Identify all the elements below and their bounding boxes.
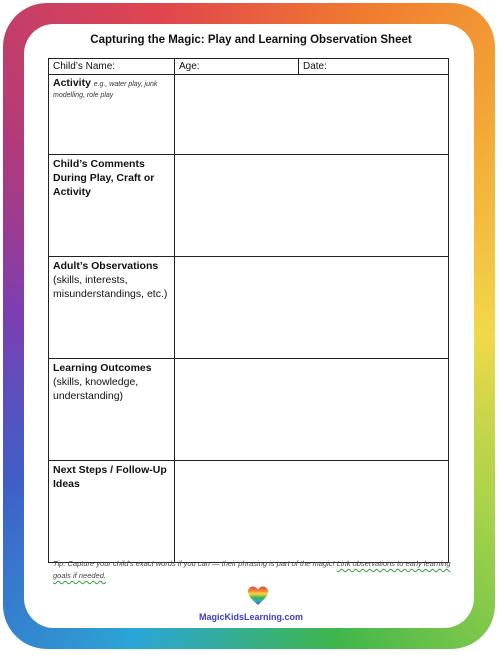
comments-label: Child’s Comments During Play, Craft or Activity	[53, 158, 155, 198]
next-steps-entry[interactable]	[175, 461, 449, 563]
activity-label-cell	[49, 75, 175, 155]
adult-observations-label: Adult’s Observations	[53, 260, 159, 272]
adult-label-cell	[49, 257, 175, 359]
childs-name-field[interactable]: Child’s Name:	[49, 59, 175, 75]
learning-outcomes-label: Learning Outcomes	[53, 362, 152, 374]
learning-outcomes-entry[interactable]	[175, 359, 449, 461]
next-steps-row	[49, 461, 449, 563]
rainbow-heart-icon	[246, 584, 270, 608]
activity-entry[interactable]	[175, 75, 449, 155]
comments-entry[interactable]	[175, 155, 449, 257]
activity-row	[49, 75, 449, 155]
activity-label: Activity	[53, 77, 91, 89]
outcomes-label-cell	[49, 359, 175, 461]
page-title: Capturing the Magic: Play and Learning Observation Sheet	[90, 34, 412, 46]
adult-observations-sub: (skills, interests, misunderstandings, etc.)	[53, 274, 168, 300]
tip-part-1: Tip: Capture your child’s exact words if you can — their phrasing is part of the magic!	[53, 559, 337, 568]
header-row	[49, 59, 449, 75]
comments-row	[49, 155, 449, 257]
comments-label-cell	[49, 155, 175, 257]
next-steps-label: Next Steps / Follow-Up Ideas	[53, 464, 167, 490]
tip-part-2: Link observations to early learning goals if needed.	[53, 559, 451, 580]
date-field[interactable]: Date:	[299, 59, 449, 75]
observation-table	[48, 58, 449, 563]
brand-link[interactable]: MagicKidsLearning.com	[198, 612, 304, 622]
tip-text	[53, 558, 453, 582]
learning-outcomes-sub: (skills, knowledge, understanding)	[53, 376, 139, 402]
age-field[interactable]: Age:	[175, 59, 299, 75]
adult-observations-row	[49, 257, 449, 359]
adult-observations-entry[interactable]	[175, 257, 449, 359]
activity-hint: e.g., water play, junk modelling, role play	[53, 81, 158, 99]
next-steps-label-cell	[49, 461, 175, 563]
learning-outcomes-row	[49, 359, 449, 461]
